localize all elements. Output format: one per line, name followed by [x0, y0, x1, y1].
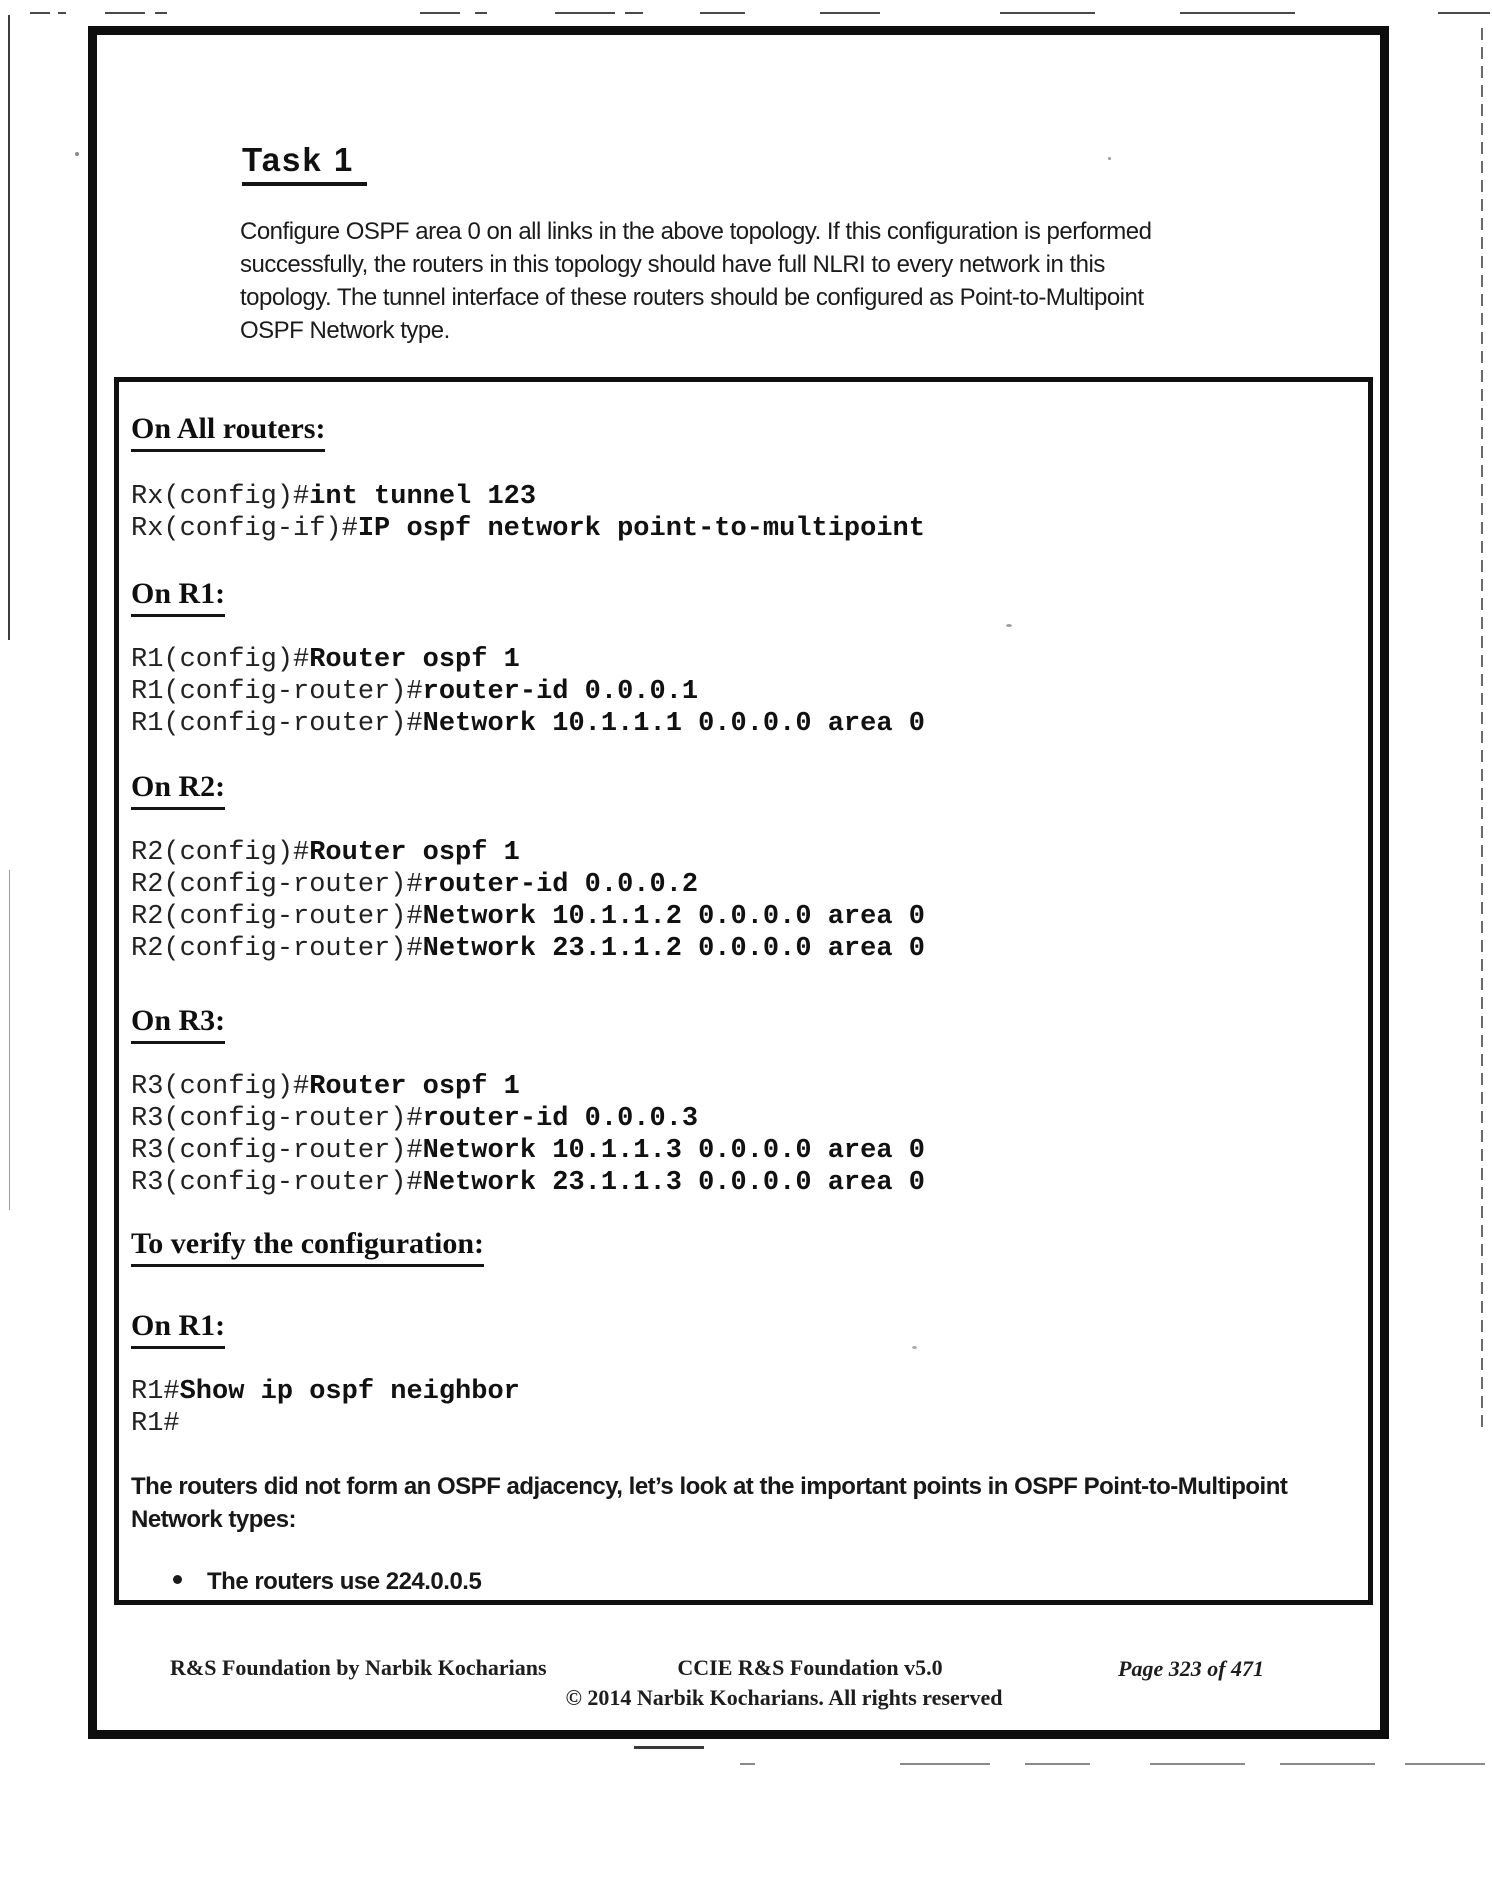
cli-prompt: R1(config-router)# [131, 709, 423, 739]
footer-copyright: © 2014 Narbik Kocharians. All rights reserved [565, 1685, 1003, 1710]
section-heading-r2: On R2: [131, 769, 225, 810]
scan-artifact-dash [900, 1763, 990, 1765]
cli-prompt: R2(config-router)# [131, 870, 423, 900]
cli-prompt: R3(config-router)# [131, 1136, 423, 1166]
bullet-item [119, 1567, 1319, 1597]
task-description-line: OSPF Network type. [240, 317, 450, 344]
scan-artifact-dash [1150, 1763, 1245, 1765]
cli-command: router-id 0.0.0.3 [422, 1104, 699, 1134]
task-description-line: topology. The tunnel interface of these routers should be configured as Point-to-Multipoint [240, 284, 1144, 311]
footer-book-title: R&S Foundation by Narbik Kocharians [170, 1655, 547, 1680]
cli-command: Network 10.1.1.3 0.0.0.0 area 0 [422, 1136, 925, 1166]
footer-page-number: Page 323 of 471 [1118, 1656, 1265, 1681]
scan-artifact-dash [1025, 1763, 1090, 1765]
task-heading [242, 141, 367, 186]
cli-command: router-id 0.0.0.1 [422, 677, 699, 707]
scan-artifact-speck [1006, 624, 1012, 627]
verify-heading: To verify the configuration: [131, 1226, 484, 1267]
cli-line [131, 481, 925, 513]
scan-artifact-dash [1405, 1763, 1485, 1765]
task-description-line: successfully, the routers in this topology should have full NLRI to every network in this [240, 251, 1105, 278]
cli-block-all-routers [131, 481, 925, 545]
cli-command: Network 23.1.1.2 0.0.0.0 area 0 [422, 934, 925, 964]
cli-line [131, 933, 925, 965]
cli-prompt: R1(config)# [131, 645, 310, 675]
cli-prompt: Rx(config-if)# [131, 514, 358, 544]
cli-line [131, 1167, 925, 1199]
scan-artifact-dash [625, 12, 643, 14]
scan-artifact-dash [1280, 1763, 1375, 1765]
footer-copyright-wrap [484, 1685, 1084, 1711]
cli-command: int tunnel 123 [309, 482, 537, 512]
scan-artifact-dash [555, 12, 615, 14]
cli-command: Router ospf 1 [309, 1072, 520, 1102]
footer-edition: CCIE R&S Foundation v5.0 [677, 1655, 943, 1680]
cli-command: Router ospf 1 [309, 645, 520, 675]
cli-line [131, 1103, 925, 1135]
cli-prompt: R2(config-router)# [131, 902, 423, 932]
cli-command: router-id 0.0.0.2 [422, 870, 699, 900]
cli-prompt: R3(config-router)# [131, 1168, 423, 1198]
cli-block-r2 [131, 837, 925, 965]
cli-block-r3 [131, 1071, 925, 1199]
scan-artifact-dash [475, 12, 487, 14]
cli-line [131, 1376, 520, 1408]
verify-section-heading-r1: On R1: [131, 1308, 225, 1349]
cli-line [131, 708, 925, 740]
scan-artifact-dash [1438, 12, 1490, 14]
scan-artifact-dash [30, 12, 50, 14]
scan-artifact-dash [820, 12, 880, 14]
section-heading-r3: On R3: [131, 1003, 225, 1044]
task-description-line: Configure OSPF area 0 on all links in the above topology. If this configuration is performed [240, 218, 1152, 245]
scan-artifact-left-line [8, 15, 10, 640]
cli-line [131, 513, 925, 545]
section-heading-all-routers: On All routers: [131, 411, 325, 452]
cli-command: Network 10.1.1.2 0.0.0.0 area 0 [422, 902, 925, 932]
task-description [240, 215, 1151, 347]
scan-artifact-dash [105, 12, 145, 14]
note-line: The routers did not form an OSPF adjacency, let’s look at the important points in OSPF Point-to-Multipoint [131, 1473, 1288, 1500]
cli-prompt: R2(config)# [131, 838, 310, 868]
scan-artifact-dash [420, 12, 460, 14]
scan-artifact-left-line-faint [9, 870, 10, 1210]
bullet-text: The routers use 224.0.0.5 [207, 1568, 482, 1595]
cli-prompt: R1# [131, 1377, 180, 1407]
cli-command: Network 23.1.1.3 0.0.0.0 area 0 [422, 1168, 925, 1198]
cli-block-r1 [131, 644, 925, 740]
cli-line [131, 837, 925, 869]
scan-artifact-dash [740, 1763, 755, 1765]
cli-line [131, 676, 925, 708]
cli-line [131, 1071, 925, 1103]
config-box [114, 377, 1373, 1605]
cli-command: Router ospf 1 [309, 838, 520, 868]
cli-prompt: R1(config-router)# [131, 677, 423, 707]
cli-line [131, 1135, 925, 1167]
cli-block-verify [131, 1376, 520, 1440]
cli-command: Network 10.1.1.1 0.0.0.0 area 0 [422, 709, 925, 739]
cli-prompt: R1# [131, 1409, 180, 1439]
scan-artifact-dash [700, 12, 745, 14]
task-heading-text: Task 1 [242, 141, 367, 186]
scan-artifact-speck [75, 152, 79, 156]
scan-artifact-right-line [1481, 28, 1483, 1430]
cli-line [131, 901, 925, 933]
note-paragraph [131, 1470, 1287, 1536]
scan-artifact-dash [1000, 12, 1095, 14]
cli-line [131, 1408, 520, 1440]
note-line: Network types: [131, 1506, 297, 1533]
cli-prompt: R3(config)# [131, 1072, 310, 1102]
scan-artifact-dash [58, 12, 66, 14]
cli-prompt: Rx(config)# [131, 482, 310, 512]
scan-artifact-dash [634, 1746, 704, 1749]
scan-artifact-speck [912, 1346, 917, 1349]
footer-center [520, 1655, 1100, 1681]
scan-artifact-dash [1180, 12, 1295, 14]
cli-command: Show ip ospf neighbor [179, 1377, 520, 1407]
cli-prompt: R2(config-router)# [131, 934, 423, 964]
cli-command: IP ospf network point-to-multipoint [357, 514, 925, 544]
bullet-dot-icon [173, 1575, 182, 1584]
scan-artifact-dash [155, 12, 167, 14]
section-heading-r1: On R1: [131, 576, 225, 617]
cli-prompt: R3(config-router)# [131, 1104, 423, 1134]
cli-line [131, 869, 925, 901]
cli-line [131, 644, 925, 676]
scan-artifact-speck [1108, 157, 1111, 160]
